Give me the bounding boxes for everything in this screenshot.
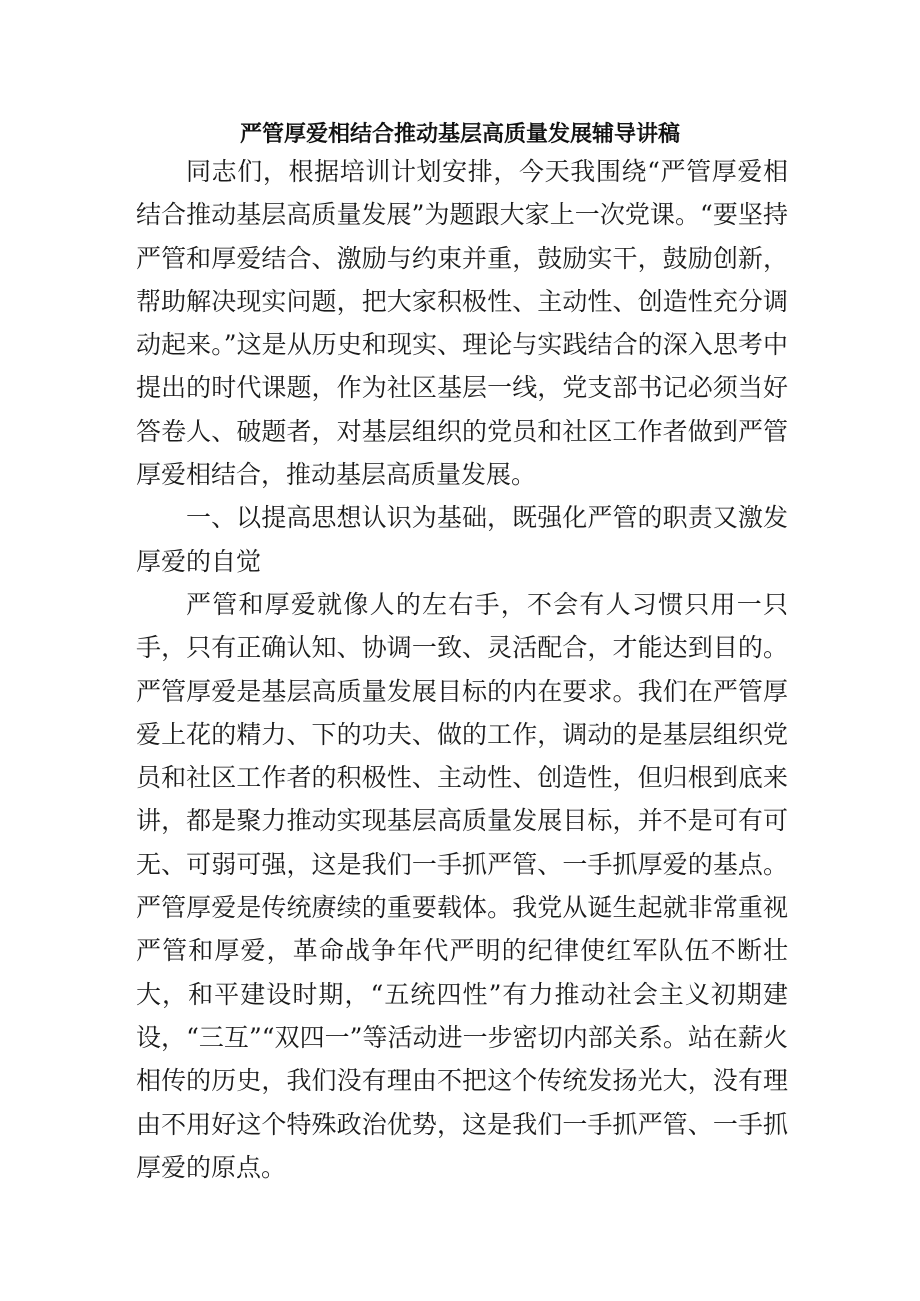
paragraph-intro: 同志们，根据培训计划安排，今天我围绕“严管厚爱相结合推动基层高质量发展”为题跟大家上一次党课。“要坚持严管和厚爱结合、激励与约束并重，鼓励实干，鼓励创新，帮助解决现实问题，把大家积极性、主动性、创造性充分调动起来。”这是从历史和现实、理论与实践结合的深入思考中提出的时代课题，作为社区基层一线，党支部书记必须当好答卷人、破题者，对基层组织的党员和社区工作者做到严管厚爱相结合，推动基层高质量发展。	[136, 157, 788, 490]
document-title: 严管厚爱相结合推动基层高质量发展辅导讲稿	[239, 121, 680, 147]
document-body	[136, 150, 788, 1189]
section-heading-1: 一、以提高思想认识为基础，既强化严管的职责又激发厚爱的自觉	[136, 503, 788, 576]
paragraph-section-1: 严管和厚爱就像人的左右手，不会有人习惯只用一只手，只有正确认知、协调一致、灵活配合，才能达到目的。严管厚爱是基层高质量发展目标的内在要求。我们在严管厚爱上花的精力、下的功夫、做的工作，调动的是基层组织党员和社区工作者的积极性、主动性、创造性，但归根到底来讲，都是聚力推动实现基层高质量发展目标，并不是可有可无、可弱可强，这是我们一手抓严管、一手抓厚爱的基点。严管厚爱是传统赓续的重要载体。我党从诞生起就非常重视严管和厚爱，革命战争年代严明的纪律使红军队伍不断壮大，和平建设时期，“五统四性”有力推动社会主义初期建设，“三互”“双四一”等活动进一步密切内部关系。站在薪火相传的历史，我们没有理由不把这个传统发扬光大，没有理由不用好这个特殊政治优势，这是我们一手抓严管、一手抓厚爱的原点。	[136, 589, 788, 1182]
